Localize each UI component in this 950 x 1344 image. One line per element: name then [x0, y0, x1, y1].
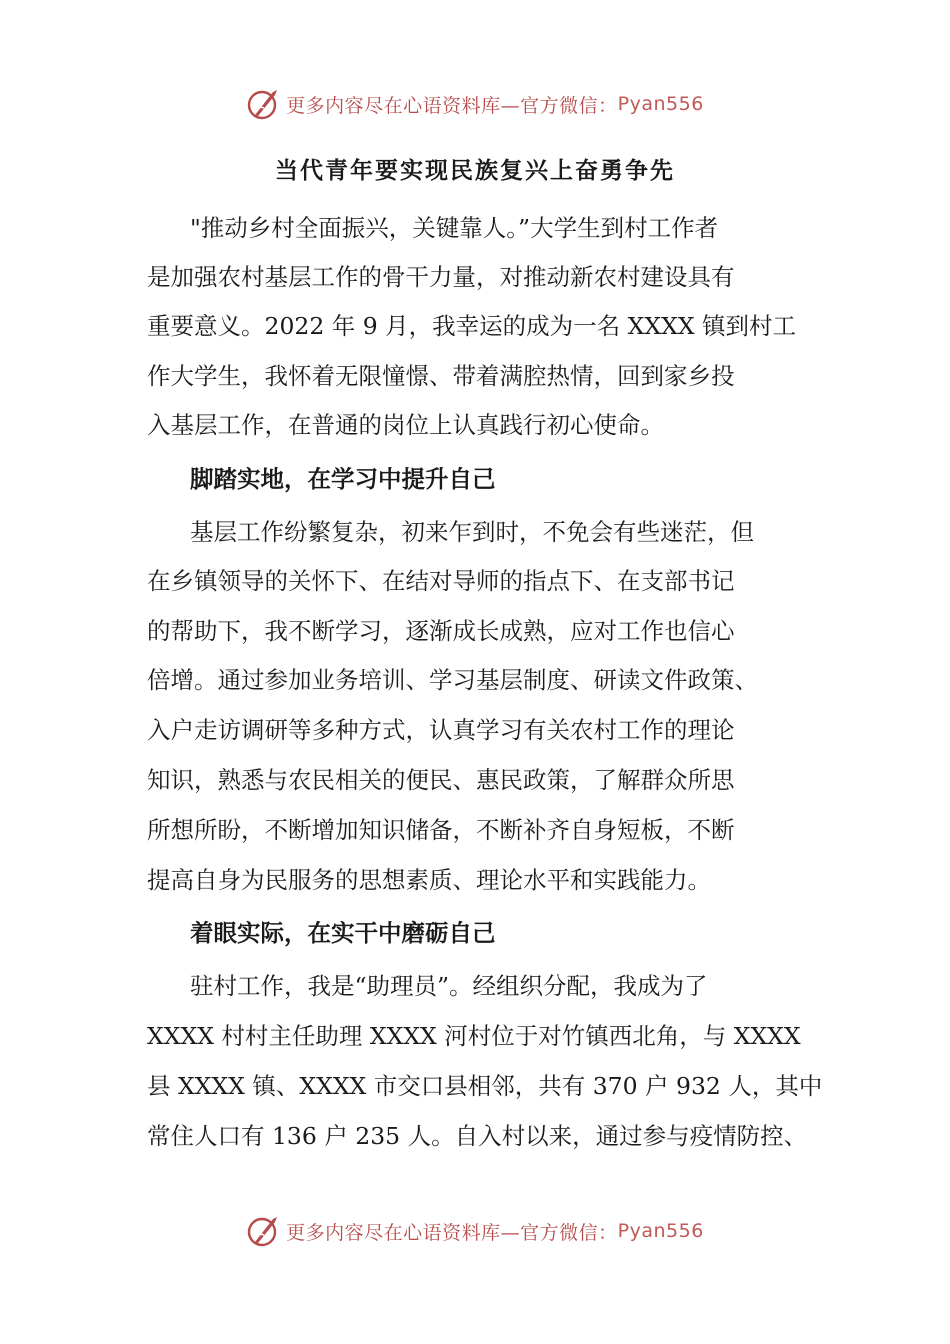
watermark-wechat-id: Pyan556: [617, 1220, 704, 1242]
section-heading: 脚踏实地，在学习中提升自己: [190, 465, 496, 493]
paragraph-line: 是加强农村基层工作的骨干力量，对推动新农村建设具有: [147, 263, 735, 291]
paragraph-line: 在乡镇领导的关怀下、在结对导师的指点下、在支部书记: [147, 567, 735, 595]
quill-pen-circle-icon: [246, 1213, 282, 1249]
paragraph-line: 常住人口有 136 户 235 人。自入村以来，通过参与疫情防控、: [147, 1122, 808, 1150]
paragraph-line: 提高自身为民服务的思想素质、理论水平和实践能力。: [147, 866, 711, 894]
paragraph-line: 作大学生，我怀着无限憧憬、带着满腔热情，回到家乡投: [147, 362, 735, 390]
paragraph-line: XXXX 村村主任助理 XXXX 河村位于对竹镇西北角，与 XXXX: [147, 1022, 801, 1050]
watermark-banner-top: [0, 84, 950, 124]
watermark-wechat-id: Pyan556: [617, 93, 704, 115]
paragraph-line: 重要意义。2022 年 9 月，我幸运的成为一名 XXXX 镇到村工: [147, 312, 797, 340]
paragraph-line: 县 XXXX 镇、XXXX 市交口县相邻，共有 370 户 932 人，其中: [147, 1072, 823, 1100]
paragraph-line: 入基层工作，在普通的岗位上认真践行初心使命。: [147, 411, 664, 439]
paragraph-line: 倍增。通过参加业务培训、学习基层制度、研读文件政策、: [147, 666, 758, 694]
paragraph-line: 的帮助下，我不断学习，逐渐成长成熟，应对工作也信心: [147, 617, 735, 645]
watermark-text: 更多内容尽在心语资料库—官方微信：: [286, 94, 618, 117]
paragraph-line: 基层工作纷繁复杂，初来乍到时，不免会有些迷茫，但: [190, 518, 754, 546]
paragraph-line: 所想所盼，不断增加知识储备，不断补齐自身短板，不断: [147, 816, 735, 844]
section-heading: 着眼实际，在实干中磨砺自己: [190, 919, 496, 947]
quill-pen-circle-icon: [246, 86, 282, 122]
watermark-banner-bottom: [0, 1211, 950, 1251]
paragraph-line: 驻村工作，我是“助理员”。经组织分配，我成为了: [190, 972, 708, 1000]
watermark-text: 更多内容尽在心语资料库—官方微信：: [286, 1221, 618, 1244]
paragraph-line: 入户走访调研等多种方式，认真学习有关农村工作的理论: [147, 716, 735, 744]
paragraph-line: 知识，熟悉与农民相关的便民、惠民政策，了解群众所思: [147, 766, 735, 794]
document-title: 当代青年要实现民族复兴上奋勇争先: [275, 157, 675, 184]
paragraph-line: "推动乡村全面振兴，关键靠人。”大学生到村工作者: [190, 214, 719, 242]
